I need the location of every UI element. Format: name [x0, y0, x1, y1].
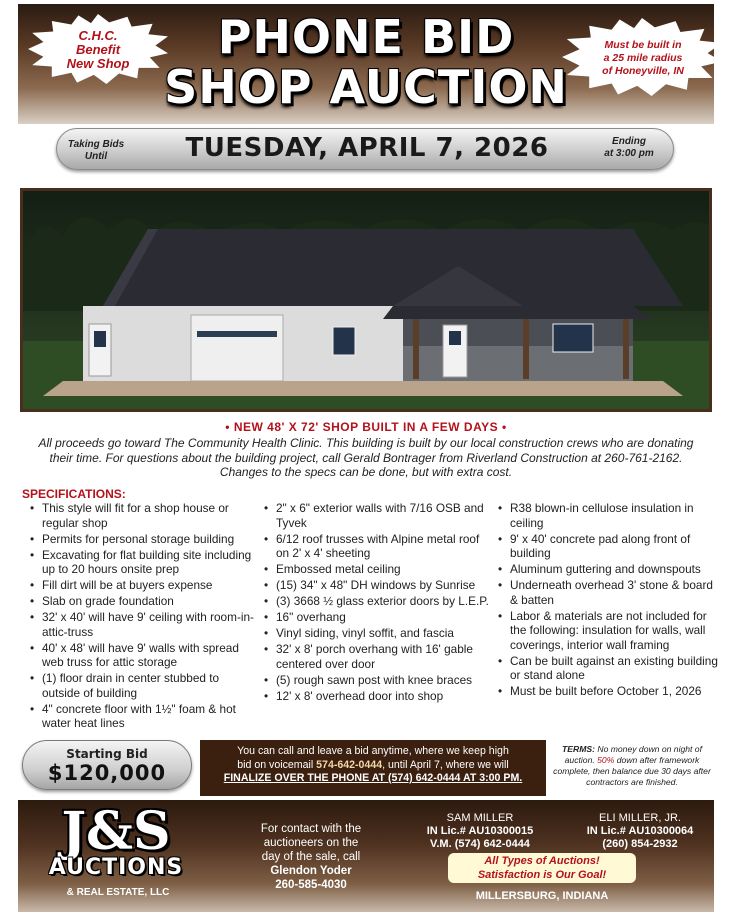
specifications-heading: SPECIFICATIONS:	[22, 487, 126, 501]
spec-item: • Embossed metal ceiling	[262, 562, 492, 577]
spec-item: • 4" concrete floor with 1½" foam & hot water heat lines	[28, 702, 254, 731]
company-logo-subtitle: & REAL ESTATE, LLC	[66, 887, 170, 898]
burst-right-line: of Honeyville, IN	[602, 64, 684, 77]
call-line-1: You can call and leave a bid anytime, where we keep high	[237, 745, 509, 757]
phone-bid-instructions	[200, 740, 546, 796]
burst-left-line: C.H.C.	[78, 28, 118, 43]
date-bar	[56, 128, 674, 170]
intro-paragraph: All proceeds go toward The Community Health Clinic. This building is built by our local construction crews who are donating their time. For questions about the building project, call Gerald Bontrager from Riverland Construction at 260-761-2162. Changes to the specs can be done, but with extra cost.	[38, 436, 694, 479]
contact-line: auctioneers on the	[263, 837, 359, 849]
spec-item: • Permits for personal storage building	[28, 532, 254, 547]
slogan-line: All Types of Auctions!	[484, 855, 600, 867]
spec-item: • Slab on grade foundation	[28, 594, 254, 609]
title-line-1: PHONE BID	[217, 10, 515, 64]
headline: • NEW 48' X 72' SHOP BUILT IN A FEW DAYS •	[225, 420, 507, 434]
auctioneer-name: SAM MILLER	[446, 812, 514, 824]
auctioneer-phone: V.M. (574) 642-0444	[430, 838, 530, 850]
auctioneer-name: ELI MILLER, JR.	[599, 812, 681, 824]
voicemail-phone: 574-642-0444	[316, 758, 383, 771]
spec-item: • 9' x 40' concrete pad along front of building	[496, 532, 718, 561]
starting-bid-label: Starting Bid	[66, 747, 148, 761]
spec-item: • Must be built before October 1, 2026	[496, 684, 718, 699]
specs-column-1	[28, 501, 254, 732]
contact-name: Glendon Yoder	[270, 865, 352, 877]
title-line-2: SHOP AUCTION	[164, 60, 568, 114]
shop-photo	[20, 188, 712, 412]
shop-building-illustration	[23, 191, 709, 409]
starting-bid-amount: $120,000	[47, 761, 167, 785]
spec-item: • 12' x 8' overhead door into shop	[262, 689, 492, 704]
specs-column-2	[262, 501, 492, 705]
terms-label: TERMS:	[562, 744, 595, 754]
starting-bid-badge	[22, 740, 192, 790]
benefit-starburst-text	[40, 26, 156, 74]
spec-item: • 16" overhang	[262, 610, 492, 625]
spec-item: • Underneath overhead 3' stone & board & batten	[496, 578, 718, 607]
spec-item: • R38 blown-in cellulose insulation in ceiling	[496, 501, 718, 530]
specs-column-3	[496, 501, 718, 700]
spec-item: • (5) rough sawn post with knee braces	[262, 673, 492, 688]
company-city: MILLERSBURG, INDIANA	[475, 890, 609, 902]
auctioneer-license: IN Lic.# AU10300064	[586, 825, 694, 837]
spec-item: • 32' x 40' will have 9' ceiling with room-in-attic-truss	[28, 610, 254, 639]
slogan-line: Satisfaction is Our Goal!	[477, 869, 607, 881]
taking-bids-label	[67, 139, 125, 163]
spec-item: • This style will fit for a shop house or regular shop	[28, 501, 254, 530]
taking-bids-line: Until	[84, 151, 108, 162]
spec-item: • (15) 34" x 48" DH windows by Sunrise	[262, 578, 492, 593]
radius-starburst-text	[578, 32, 708, 84]
spec-item: • 2" x 6" exterior walls with 7/16 OSB and Tyvek	[262, 501, 492, 530]
spec-item: • Aluminum guttering and downspouts	[496, 562, 718, 577]
call-line-2-post: , until April 7, where we will	[382, 758, 509, 771]
sale-day-contact	[236, 822, 386, 892]
burst-left-line: New Shop	[66, 56, 130, 71]
spec-item: • (1) floor drain in center stubbed to outside of building	[28, 671, 254, 700]
taking-bids-line: Taking Bids	[67, 139, 125, 150]
contact-phone: 260-585-4030	[275, 879, 347, 891]
ending-line: Ending	[612, 136, 646, 147]
burst-left-line: Benefit	[75, 42, 121, 57]
contact-line: For contact with the	[260, 823, 362, 835]
company-logo-monogram: J&S	[61, 801, 171, 862]
terms-percent: 50%	[597, 755, 615, 765]
spec-item: • Excavating for flat building site including up to 20 hours onsite prep	[28, 548, 254, 577]
burst-right-line: Must be built in	[604, 38, 682, 51]
spec-item: • 6/12 roof trusses with Alpine metal roof on 2' x 4' sheeting	[262, 532, 492, 561]
auctioneer-license: IN Lic.# AU10300015	[426, 825, 534, 837]
spec-item: • 32' x 8' porch overhang with 16' gable centered over door	[262, 642, 492, 671]
ending-time	[589, 136, 669, 160]
company-logo-wordmark: AUCTIONS	[48, 855, 184, 880]
ending-line: at 3:00 pm	[604, 148, 654, 159]
spec-item: • Labor & materials are not included for the following: insulation for walls, wall coverings, interior wall framing	[496, 609, 718, 653]
terms-post: down after framework complete, then balance due 30 days after contractors are finished.	[553, 755, 711, 787]
auctioneer-phone: (260) 854-2932	[602, 838, 678, 850]
spec-item: • Can be built against an existing building or stand alone	[496, 654, 718, 683]
spec-item: • Fill dirt will be at buyers expense	[28, 578, 254, 593]
call-line-2-pre: bid on voicemail	[237, 758, 317, 771]
slogan-box	[448, 853, 636, 883]
spec-item: • (3) 3668 ½ glass exterior doors by L.E.P.	[262, 594, 492, 609]
terms-text	[552, 744, 712, 788]
spec-item: • Vinyl siding, vinyl soffit, and fascia	[262, 626, 492, 641]
auctioneer-eli	[560, 812, 720, 851]
spec-item: • 40' x 48' will have 9' walls with spread web truss for attic storage	[28, 641, 254, 670]
burst-right-line: a 25 mile radius	[603, 51, 683, 64]
finalize-line: FINALIZE OVER THE PHONE AT (574) 642-0444 AT 3:00 PM.	[223, 772, 523, 784]
auctioneer-sam	[400, 812, 560, 851]
terms-pre: No money down on night of auction.	[564, 744, 702, 765]
auction-date: TUESDAY, APRIL 7, 2026	[185, 133, 549, 163]
contact-line: day of the sale, call	[261, 851, 361, 863]
